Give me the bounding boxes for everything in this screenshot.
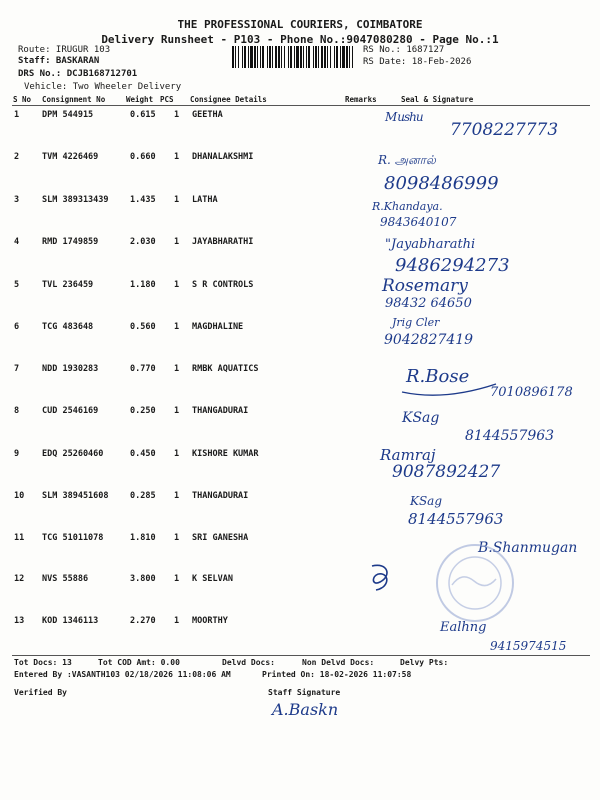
- row-pcs: 1: [174, 152, 180, 162]
- verified-by-label: Verified By: [14, 688, 67, 697]
- row-consignee: DHANALAKSHMI: [192, 152, 254, 162]
- handwritten-name: Ramraj: [380, 446, 436, 464]
- row-consignee: K SELVAN: [192, 574, 233, 584]
- row-consignee: THANGADURAI: [192, 491, 249, 501]
- handwritten-phone: 9486294273: [395, 255, 510, 276]
- total-docs: Tot Docs: 13: [14, 658, 72, 667]
- row-sno: 12: [14, 574, 25, 584]
- row-sno: 3: [14, 195, 20, 205]
- staff-signature-label: Staff Signature: [268, 688, 341, 697]
- signature-scribble: Jrig Cler: [392, 316, 440, 329]
- row-sno: 5: [14, 280, 20, 290]
- row-consignee: GEETHA: [192, 110, 223, 120]
- row-weight: 0.560: [130, 322, 156, 332]
- handwritten-name: Rosemary: [382, 276, 468, 296]
- handwritten-phone: 8144557963: [465, 428, 555, 444]
- rs-date: RS Date: 18-Feb-2026: [363, 57, 472, 67]
- col-consignment: Consignment No: [42, 95, 106, 104]
- non-delivered-docs: Non Delvd Docs:: [302, 658, 375, 667]
- row-pcs: 1: [174, 616, 180, 626]
- handwritten-phone: 9042827419: [384, 332, 474, 348]
- row-weight: 0.660: [130, 152, 156, 162]
- row-consignment: KOD 1346113: [42, 616, 99, 626]
- row-pcs: 1: [174, 406, 180, 416]
- row-sno: 13: [14, 616, 25, 626]
- row-consignment: NDD 1930283: [42, 364, 99, 374]
- row-pcs: 1: [174, 491, 180, 501]
- row-weight: 0.285: [130, 491, 156, 501]
- handwritten-phone: 8098486999: [384, 173, 499, 194]
- row-consignment: TCG 483648: [42, 322, 94, 332]
- row-sno: 10: [14, 491, 25, 501]
- row-consignee: JAYABHARATHI: [192, 237, 254, 247]
- row-consignment: SLM 389451608: [42, 491, 109, 501]
- row-sno: 7: [14, 364, 20, 374]
- handwritten-name: KSag: [402, 410, 440, 426]
- row-pcs: 1: [174, 533, 180, 543]
- row-weight: 1.180: [130, 280, 156, 290]
- rs-number: RS No.: 1687127: [363, 45, 445, 55]
- handwritten-phone: 9843640107: [380, 215, 457, 229]
- row-consignment: TCG 51011078: [42, 533, 104, 543]
- handwritten-phone: 9087892427: [392, 462, 501, 482]
- signature-scribble: [400, 378, 500, 398]
- row-weight: 0.250: [130, 406, 156, 416]
- col-weight: Weight: [126, 95, 154, 104]
- row-weight: 0.770: [130, 364, 156, 374]
- row-pcs: 1: [174, 364, 180, 374]
- row-pcs: 1: [174, 237, 180, 247]
- entered-by: Entered By :VASANTH103 02/18/2026 11:08:06 AM: [14, 670, 231, 679]
- row-sno: 8: [14, 406, 20, 416]
- row-consignment: RMD 1749859: [42, 237, 99, 247]
- header-divider: [12, 105, 590, 106]
- col-pcs: PCS: [160, 95, 174, 104]
- drs-number: DRS No.: DCJB168712701: [18, 69, 138, 79]
- vehicle-label: Vehicle: Two Wheeler Delivery: [24, 82, 182, 92]
- row-consignee: MAGDHALINE: [192, 322, 244, 332]
- handwritten-name: R.Bose: [406, 366, 470, 387]
- col-remarks: Remarks: [345, 95, 377, 104]
- row-consignee: THANGADURAI: [192, 406, 249, 416]
- footer-divider: [12, 655, 590, 656]
- handwritten-phone: 98432 64650: [385, 296, 472, 311]
- signature-scribble: R. அனால்: [378, 153, 436, 167]
- row-consignment: CUD 2546169: [42, 406, 99, 416]
- row-sno: 6: [14, 322, 20, 332]
- row-pcs: 1: [174, 322, 180, 332]
- row-consignee: LATHA: [192, 195, 218, 205]
- row-weight: 1.435: [130, 195, 156, 205]
- staff-label: Staff: BASKARAN: [18, 56, 100, 66]
- row-pcs: 1: [174, 195, 180, 205]
- row-sno: 11: [14, 533, 25, 543]
- staff-signature-scribble: A.Baskn: [272, 700, 339, 719]
- signature-scribble: Mushu: [385, 110, 423, 124]
- handwritten-phone: 7010896178: [490, 385, 573, 400]
- row-consignment: TVM 4226469: [42, 152, 99, 162]
- row-pcs: 1: [174, 449, 180, 459]
- col-consignee: Consignee Details: [190, 95, 267, 104]
- row-sno: 2: [14, 152, 20, 162]
- document-title: THE PROFESSIONAL COURIERS, COIMBATORE: [177, 18, 423, 31]
- row-weight: 0.615: [130, 110, 156, 120]
- row-weight: 2.270: [130, 616, 156, 626]
- row-sno: 1: [14, 110, 20, 120]
- signature-scribble: [366, 562, 394, 592]
- signature-scribble: "Jayabharathi: [385, 237, 476, 252]
- row-pcs: 1: [174, 280, 180, 290]
- col-sno: S No: [13, 95, 32, 104]
- runsheet-subtitle: Delivery Runsheet - P103 - Phone No.:9047080280 - Page No.:1: [101, 33, 499, 46]
- row-consignment: EDQ 25260460: [42, 449, 104, 459]
- delivery-points: Delvy Pts:: [400, 658, 449, 667]
- row-consignment: DPM 544915: [42, 110, 94, 120]
- row-sno: 4: [14, 237, 20, 247]
- row-consignment: TVL 236459: [42, 280, 94, 290]
- row-pcs: 1: [174, 110, 180, 120]
- row-consignee: KISHORE KUMAR: [192, 449, 259, 459]
- row-weight: 2.030: [130, 237, 156, 247]
- printed-on: Printed On: 18-02-2026 11:07:58: [262, 670, 412, 679]
- row-consignee: SRI GANESHA: [192, 533, 249, 543]
- barcode: [232, 46, 354, 68]
- row-consignee: MOORTHY: [192, 616, 228, 626]
- row-consignment: SLM 389313439: [42, 195, 109, 205]
- handwritten-phone: 7708227773: [450, 120, 559, 140]
- total-cod-amount: Tot COD Amt: 0.00: [98, 658, 180, 667]
- handwritten-phone: 9415974515: [490, 639, 567, 653]
- signature-scribble: Ealhng: [440, 620, 487, 635]
- signature-scribble: R.Khandaya.: [372, 200, 443, 213]
- row-consignee: S R CONTROLS: [192, 280, 254, 290]
- row-weight: 0.450: [130, 449, 156, 459]
- row-sno: 9: [14, 449, 20, 459]
- row-weight: 1.810: [130, 533, 156, 543]
- col-seal-signature: Seal & Signature: [401, 95, 474, 104]
- company-seal-stamp: [432, 540, 518, 626]
- signature-scribble: B.Shanmugan: [478, 540, 578, 556]
- row-consignment: NVS 55886: [42, 574, 89, 584]
- row-weight: 3.800: [130, 574, 156, 584]
- delivered-docs: Delvd Docs:: [222, 658, 275, 667]
- row-pcs: 1: [174, 574, 180, 584]
- handwritten-phone: 8144557963: [408, 510, 504, 528]
- row-consignee: RMBK AQUATICS: [192, 364, 259, 374]
- route-label: Route: IRUGUR 103: [18, 45, 111, 55]
- handwritten-name: KSag: [410, 494, 443, 508]
